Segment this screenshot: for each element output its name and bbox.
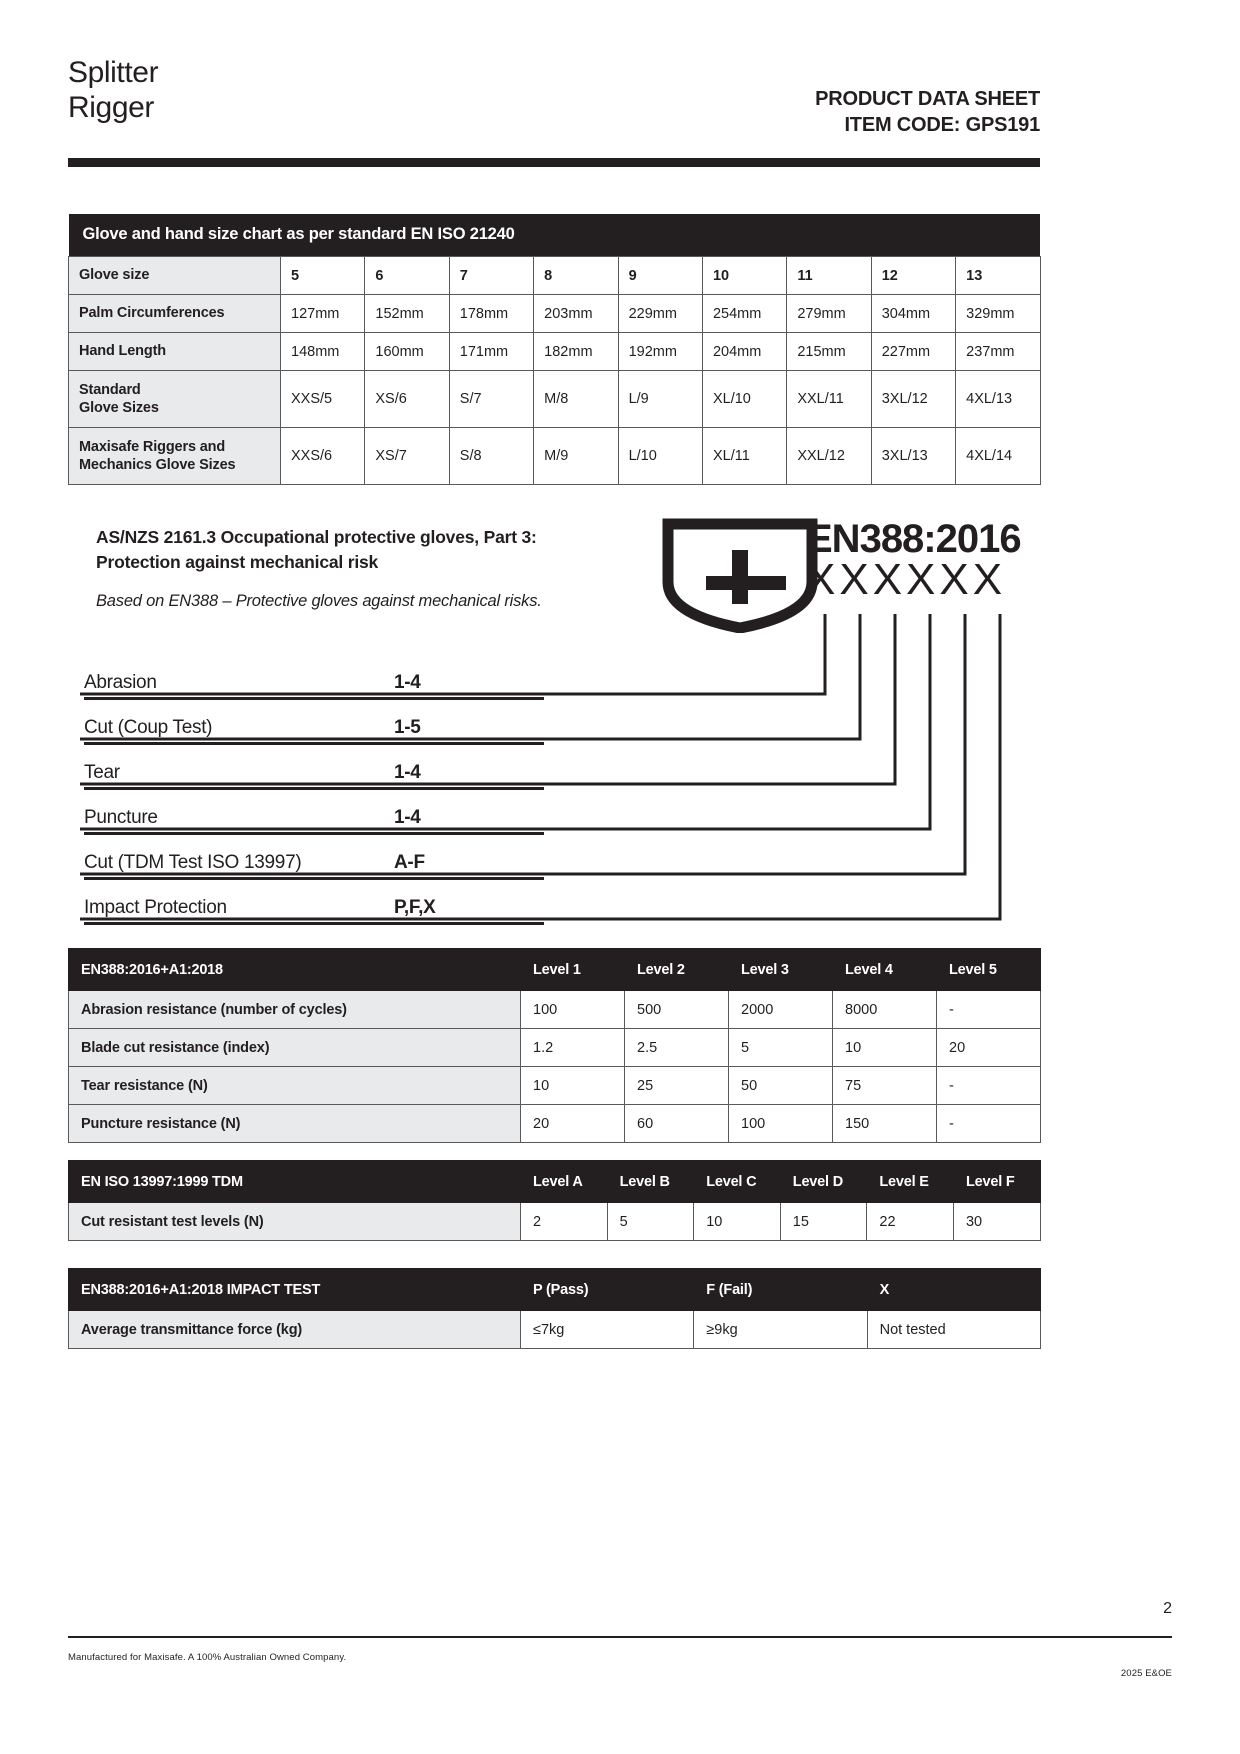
spec-cell: 5 (607, 1203, 694, 1241)
size-chart-cell: XL/10 (702, 371, 786, 428)
table-row (69, 1311, 1041, 1349)
tdm-table-body (69, 1203, 1041, 1241)
spec-cell: 10 (833, 1029, 937, 1067)
performance-property-range: 1-4 (394, 762, 421, 783)
spec-cell: 2000 (729, 991, 833, 1029)
performance-row (84, 655, 544, 700)
table-row (69, 1029, 1041, 1067)
glove-size-chart-table (68, 214, 1041, 485)
size-chart-cell: S/7 (449, 371, 533, 428)
spec-cell: 10 (521, 1067, 625, 1105)
brand-name-line-1: Splitter (68, 56, 159, 89)
size-chart-cell: 204mm (702, 333, 786, 371)
size-chart-cell: 229mm (618, 295, 702, 333)
size-chart-cell: 203mm (534, 295, 618, 333)
footer-manufacturer-note: Manufactured for Maxisafe. A 100% Australian Owned Company. (68, 1652, 347, 1663)
performance-row (84, 745, 544, 790)
performance-property-range: 1-4 (394, 672, 421, 693)
spec-cell: 15 (780, 1203, 867, 1241)
performance-property-name: Tear (84, 762, 120, 783)
table-row (69, 1105, 1041, 1143)
size-chart-cell: 5 (281, 257, 365, 295)
spec-row-label: Blade cut resistance (index) (69, 1029, 521, 1067)
size-chart-cell: 279mm (787, 295, 871, 333)
tdm-levels-section (68, 1160, 1040, 1241)
size-chart-cell: 4XL/14 (956, 428, 1041, 485)
en388-levels-section (68, 948, 1040, 1143)
table-row (69, 257, 1041, 295)
size-chart-cell: 192mm (618, 333, 702, 371)
en388-standard-label: EN388:2016 (806, 517, 1021, 561)
spec-row-label: Cut resistant test levels (N) (69, 1203, 521, 1241)
impact-table-body (69, 1311, 1041, 1349)
size-chart-cell: 8 (534, 257, 618, 295)
table-row (69, 371, 1041, 428)
size-chart-cell: 127mm (281, 295, 365, 333)
table-row (69, 295, 1041, 333)
size-chart-banner-title: Glove and hand size chart as per standard EN ISO 21240 (69, 214, 1041, 257)
spec-cell: 100 (729, 1105, 833, 1143)
size-chart-cell: XS/7 (365, 428, 449, 485)
spec-row-label: Abrasion resistance (number of cycles) (69, 991, 521, 1029)
standard-title-line-1: AS/NZS 2161.3 Occupational protective gloves, Part 3: (96, 527, 537, 547)
size-chart-cell: 3XL/13 (871, 428, 955, 485)
performance-row (84, 880, 544, 925)
column-header: Level 2 (625, 949, 729, 991)
size-chart-row-label: Palm Circumferences (69, 295, 281, 333)
performance-property-range: P,F,X (394, 897, 436, 918)
spec-cell: 20 (937, 1029, 1041, 1067)
table-row (69, 1067, 1041, 1105)
size-chart-cell: 10 (702, 257, 786, 295)
size-chart-cell: 215mm (787, 333, 871, 371)
table-row (69, 428, 1041, 485)
table-row (69, 1203, 1041, 1241)
size-chart-row-label: Maxisafe Riggers and Mechanics Glove Sizes (69, 428, 281, 485)
spec-cell: ≥9kg (694, 1311, 867, 1349)
size-chart-cell: L/9 (618, 371, 702, 428)
size-chart-cell: S/8 (449, 428, 533, 485)
size-chart-cell: L/10 (618, 428, 702, 485)
size-chart-cell: 152mm (365, 295, 449, 333)
tdm-table-title: EN ISO 13997:1999 TDM (69, 1161, 521, 1203)
spec-cell: ≤7kg (521, 1311, 694, 1349)
en388-table-body (69, 991, 1041, 1143)
size-chart-cell: 13 (956, 257, 1041, 295)
size-chart-cell: 3XL/12 (871, 371, 955, 428)
size-chart-cell: 178mm (449, 295, 533, 333)
spec-cell: 22 (867, 1203, 954, 1241)
spec-cell: - (937, 1105, 1041, 1143)
column-header: Level E (867, 1161, 954, 1203)
spec-cell: 8000 (833, 991, 937, 1029)
column-header: Level 1 (521, 949, 625, 991)
size-chart-banner-row (69, 214, 1041, 257)
performance-row (84, 835, 544, 880)
spec-cell: 100 (521, 991, 625, 1029)
spec-cell: 1.2 (521, 1029, 625, 1067)
column-header: P (Pass) (521, 1269, 694, 1311)
column-header: F (Fail) (694, 1269, 867, 1311)
page-header (68, 55, 1040, 165)
size-chart-cell: 182mm (534, 333, 618, 371)
standards-text-block (96, 525, 656, 611)
spec-cell: Not tested (867, 1311, 1040, 1349)
performance-property-range: 1-4 (394, 807, 421, 828)
spec-row-label: Tear resistance (N) (69, 1067, 521, 1105)
column-header: X (867, 1269, 1040, 1311)
size-chart-cell: XXS/6 (281, 428, 365, 485)
size-chart-body (69, 257, 1041, 485)
size-chart-cell: 6 (365, 257, 449, 295)
size-chart-cell: XL/11 (702, 428, 786, 485)
impact-test-table (68, 1268, 1041, 1349)
size-chart-cell: XXL/12 (787, 428, 871, 485)
column-header: Level D (780, 1161, 867, 1203)
size-chart-cell: XXS/5 (281, 371, 365, 428)
standard-subtitle: Based on EN388 – Protective gloves against mechanical risks. (96, 591, 542, 610)
size-chart-row-label: Standard Glove Sizes (69, 371, 281, 428)
size-chart-cell: XS/6 (365, 371, 449, 428)
spec-cell: 60 (625, 1105, 729, 1143)
performance-row (84, 790, 544, 835)
spec-cell: 30 (953, 1203, 1040, 1241)
column-header: Level 3 (729, 949, 833, 991)
footer-divider-rule (68, 1636, 1172, 1638)
spec-row-label: Average transmittance force (kg) (69, 1311, 521, 1349)
document-meta (815, 55, 1040, 138)
column-header: Level C (694, 1161, 781, 1203)
table-row (69, 991, 1041, 1029)
glove-size-chart-section (68, 214, 1040, 485)
table-row (69, 333, 1041, 371)
size-chart-cell: XXL/11 (787, 371, 871, 428)
size-chart-cell: 11 (787, 257, 871, 295)
performance-property-name: Puncture (84, 807, 158, 828)
size-chart-cell: 9 (618, 257, 702, 295)
standard-title-line-2: Protection against mechanical risk (96, 552, 379, 573)
column-header: Level 5 (937, 949, 1041, 991)
performance-property-name: Abrasion (84, 672, 157, 693)
spec-cell: 2.5 (625, 1029, 729, 1067)
performance-property-name: Impact Protection (84, 897, 227, 918)
performance-row (84, 700, 544, 745)
spec-cell: - (937, 1067, 1041, 1105)
performance-property-range: 1-5 (394, 717, 421, 738)
header-divider-rule (68, 158, 1040, 167)
size-chart-cell: 148mm (281, 333, 365, 371)
size-chart-cell: 12 (871, 257, 955, 295)
size-chart-cell: 171mm (449, 333, 533, 371)
spec-cell: 25 (625, 1067, 729, 1105)
column-header: Level A (521, 1161, 608, 1203)
en388-performance-codes: XXXXXX (806, 555, 1007, 604)
size-chart-row-label: Hand Length (69, 333, 281, 371)
spec-row-label: Puncture resistance (N) (69, 1105, 521, 1143)
performance-property-name: Cut (Coup Test) (84, 717, 213, 738)
performance-property-name: Cut (TDM Test ISO 13997) (84, 852, 302, 873)
en388-table-title: EN388:2016+A1:2018 (69, 949, 521, 991)
size-chart-cell: 227mm (871, 333, 955, 371)
spec-cell: 2 (521, 1203, 608, 1241)
size-chart-cell: 237mm (956, 333, 1041, 371)
column-header: Level B (607, 1161, 694, 1203)
spec-cell: 75 (833, 1067, 937, 1105)
page-number: 2 (1163, 1600, 1172, 1617)
column-header: Level F (953, 1161, 1040, 1203)
performance-levels-list (84, 655, 544, 925)
tdm-table-header-row (69, 1161, 1041, 1203)
tdm-levels-table (68, 1160, 1041, 1241)
footer-copyright: 2025 E&OE (1120, 1668, 1172, 1679)
document-type-label: PRODUCT DATA SHEET (815, 88, 1040, 110)
hammer-shield-icon (660, 518, 820, 633)
brand-title (68, 55, 158, 126)
en388-table-header-row (69, 949, 1041, 991)
spec-cell: 50 (729, 1067, 833, 1105)
impact-test-section (68, 1268, 1040, 1349)
size-chart-cell: M/9 (534, 428, 618, 485)
size-chart-cell: M/8 (534, 371, 618, 428)
spec-cell: - (937, 991, 1041, 1029)
size-chart-cell: 329mm (956, 295, 1041, 333)
size-chart-cell: 160mm (365, 333, 449, 371)
spec-cell: 10 (694, 1203, 781, 1241)
impact-table-header-row (69, 1269, 1041, 1311)
brand-name-line-2: Rigger (68, 91, 154, 125)
item-code-label: ITEM CODE: GPS191 (844, 114, 1040, 136)
impact-table-title: EN388:2016+A1:2018 IMPACT TEST (69, 1269, 521, 1311)
spec-cell: 500 (625, 991, 729, 1029)
spec-cell: 150 (833, 1105, 937, 1143)
spec-cell: 5 (729, 1029, 833, 1067)
size-chart-cell: 304mm (871, 295, 955, 333)
size-chart-cell: 254mm (702, 295, 786, 333)
en388-levels-table (68, 948, 1041, 1143)
size-chart-row-label: Glove size (69, 257, 281, 295)
spec-cell: 20 (521, 1105, 625, 1143)
column-header: Level 4 (833, 949, 937, 991)
performance-property-range: A-F (394, 852, 425, 873)
size-chart-cell: 7 (449, 257, 533, 295)
size-chart-cell: 4XL/13 (956, 371, 1041, 428)
